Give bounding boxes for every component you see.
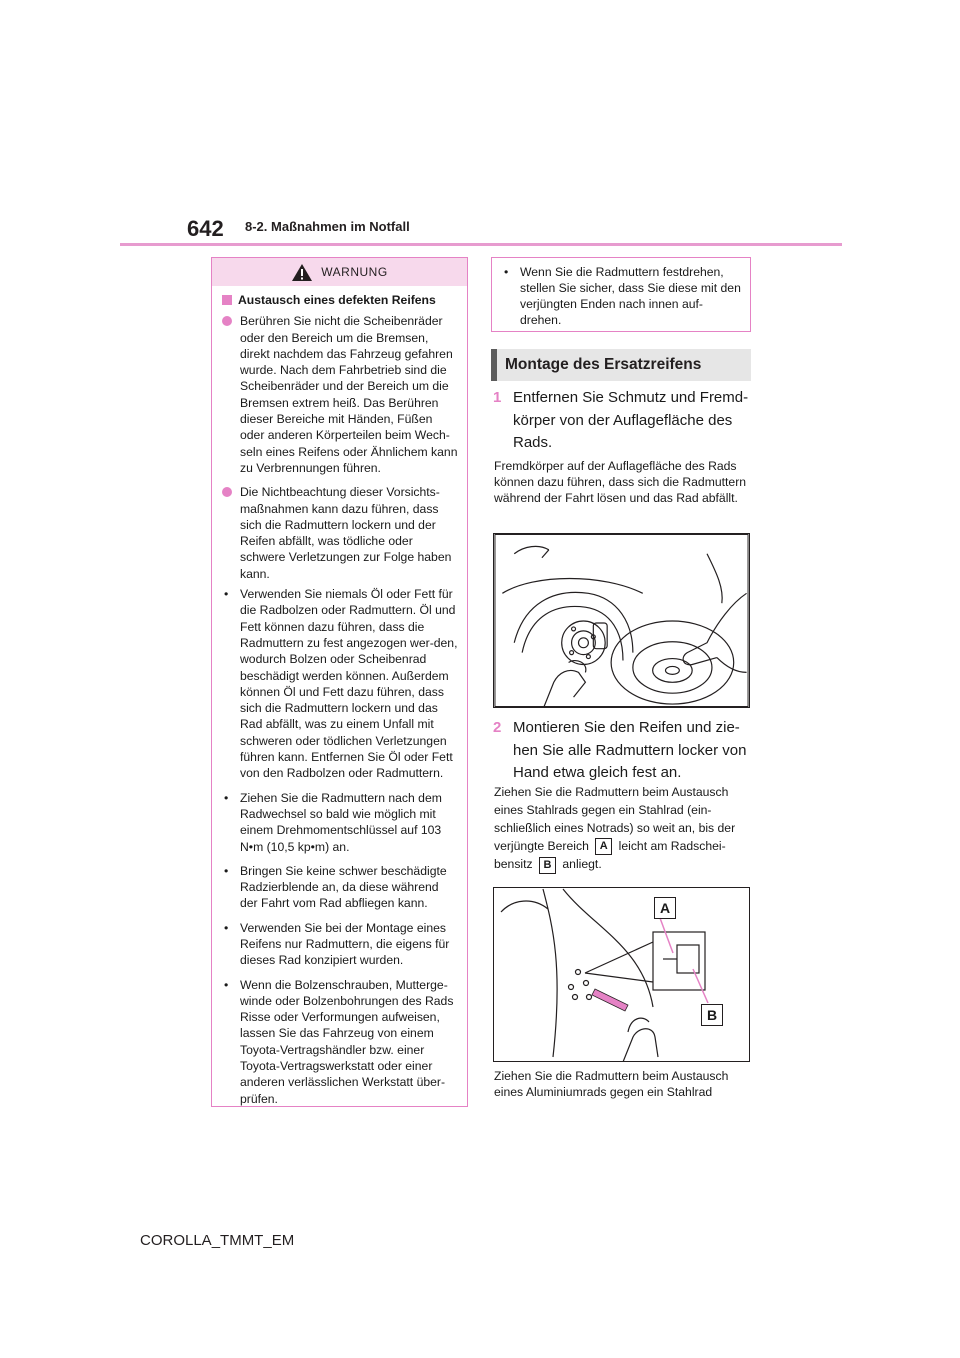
step-2: [493, 717, 753, 785]
warning-bullet-text: Verwenden Sie bei der Montage eines Reifens nur Radmuttern, die eigens für dieses Rad konzipiert wurden.: [240, 920, 450, 968]
warning-circle-item: [220, 484, 459, 582]
top-note-item: [500, 264, 742, 328]
step-number: 1: [493, 389, 502, 406]
warning-heading: [220, 292, 459, 308]
step-1-note: Fremdkörper auf der Auflagefläche des Rads können dazu führen, dass sich die Radmuttern während der Fahrt lösen und das Rad abfällt.: [494, 459, 747, 505]
step-2-note-part2: leicht am Radschei-bensitz: [494, 839, 726, 872]
step-text: Entfernen Sie Schmutz und Fremd-körper von der Auflagefläche des Rads.: [513, 389, 749, 451]
step-1: [493, 387, 753, 455]
bullet-dot-icon: •: [504, 265, 509, 279]
warning-bullet-item: [220, 863, 459, 912]
step-number: 2: [493, 719, 502, 736]
step-2-note-part1: Ziehen Sie die Radmuttern beim Austausch eines Stahlrads gegen ein Stahlrad (ein-schließlich eines Notrads) so weit an, bis der verjüngte Bereich: [494, 785, 736, 853]
top-note-box: [491, 257, 751, 332]
header-rule: [120, 243, 842, 246]
circle-bullet-icon: [222, 316, 232, 326]
warning-triangle-icon: [291, 263, 313, 282]
step-text: Montieren Sie den Reifen und zie-hen Sie alle Radmuttern locker von Hand etwa gleich fest an.: [513, 719, 747, 781]
warning-heading-text: Austausch eines defekten Reifens: [238, 293, 436, 307]
bottom-note: Ziehen Sie die Radmuttern beim Austausch eines Aluminiumrads gegen ein Stahlrad: [494, 1069, 729, 1099]
top-note-text: Wenn Sie die Radmuttern festdrehen, stellen Sie sicher, dass Sie diese mit den verjüngten Enden nach innen auf-drehen.: [520, 265, 741, 327]
bullet-dot-icon: •: [224, 587, 229, 602]
callout-b: B: [701, 1004, 723, 1026]
warning-body: [220, 292, 459, 1115]
label-a-box: A: [595, 838, 612, 855]
warning-bullet-text: Wenn die Bolzenschrauben, Mutterge-winde oder Bolzenbohrungen des Rads Risse oder Verformungen aufweisen, lassen Sie das Fahrzeug von einem Toyota-Vertragshändler bzw. einer Toyota-Vertragswerkstatt oder einer anderen verlässlichen Werkstatt über-prüfen.: [240, 977, 454, 1106]
warning-circle-text: Die Nichtbeachtung dieser Vorsichts-maßnahmen kann dazu führen, dass sich die Radmuttern lockern und der Reifen abfällt, was tödliche oder schwere Verletzungen zur Folge haben kann.: [240, 485, 452, 581]
bullet-dot-icon: •: [224, 863, 229, 878]
bullet-dot-icon: •: [224, 790, 229, 805]
warning-bullet-item: [220, 586, 459, 782]
figure-mount-wheel-nuts: [493, 887, 750, 1062]
section-heading: Montage des Ersatzreifens: [491, 349, 751, 381]
warning-bullet-text: Verwenden Sie niemals Öl oder Fett für die Radbolzen oder Radmuttern. Öl und Fett können dazu führen, dass die Radmuttern zu fest angezogen wer-den, wodurch Bolzen oder Scheibenrad beschädigt werden können. Außerdem können Öl und Fett dazu führen, dass sich die Radmuttern lockern und das Rad abfällt, was zu einem Unfall mit schweren oder tödlichen Verletzungen führen kann. Entfernen Sie Öl oder Fett von den Radbolzen oder Radmuttern.: [240, 587, 458, 781]
warning-header: [212, 258, 467, 286]
label-b-box: B: [539, 857, 556, 874]
square-bullet-icon: [222, 295, 232, 305]
warning-bullet-item: [220, 977, 459, 1107]
warning-box: [211, 257, 468, 1107]
warning-bullet-item: [220, 790, 459, 855]
figure-mount-drawing: [493, 887, 750, 1062]
warning-circle-text: Berühren Sie nicht die Scheibenräder oder den Bereich um die Bremsen, direkt nachdem das Fahrzeug gefahren wurde. Nach dem Fahrbetrieb sind die Scheibenräder und der Bereich um die Bremsen extrem heiß. Das Berühren dieser Bereiche mit Händen, Füßen oder anderen Körperteilen beim Wech-seln eines Reifens oder Ähnlichem kann zu Verbrennungen führen.: [240, 314, 458, 475]
footer-model: COROLLA_TMMT_EM: [140, 1232, 295, 1249]
step-2-note-part3: anliegt.: [562, 857, 602, 872]
bullet-dot-icon: •: [224, 977, 229, 992]
warning-circle-item: [220, 313, 459, 476]
callout-a: A: [654, 897, 676, 919]
circle-bullet-icon: [222, 487, 232, 497]
figure-clean-wheel-hub: [493, 533, 750, 708]
warning-bullet-text: Ziehen Sie die Radmuttern nach dem Radwechsel so bald wie möglich mit einem Drehmomentschlüssel auf 103 N•m (10,5 kp•m) an.: [240, 790, 442, 854]
section-title: 8-2. Maßnahmen im Notfall: [245, 219, 410, 234]
warning-bullet-item: [220, 920, 459, 969]
bullet-dot-icon: •: [224, 920, 229, 935]
warning-label: WARNUNG: [321, 265, 388, 279]
step-2-note: [494, 783, 752, 874]
warning-bullet-text: Bringen Sie keine schwer beschädigte Radzierblende an, da diese während der Fahrt vom Rad abfliegen kann.: [240, 863, 447, 911]
page-number: 642: [187, 216, 224, 241]
